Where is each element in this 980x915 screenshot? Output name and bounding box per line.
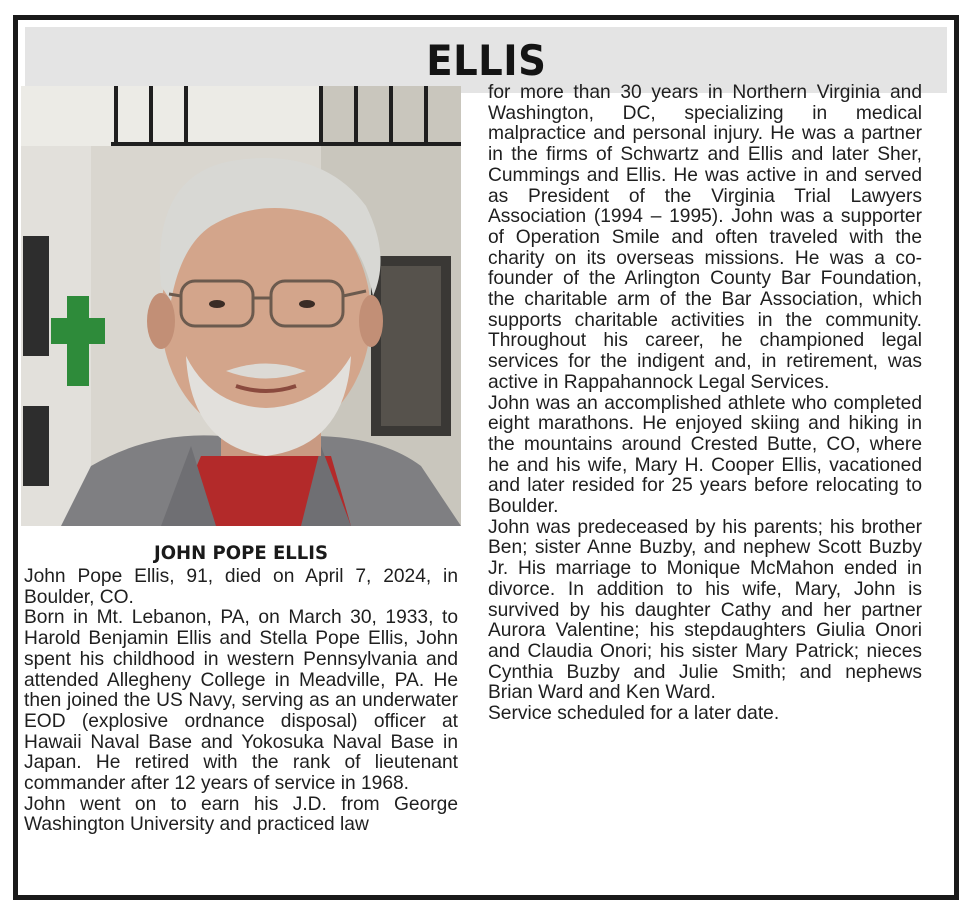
- portrait-photo: [21, 86, 461, 526]
- paragraph: Service scheduled for a later date.: [488, 703, 780, 725]
- paragraph: John was predeceased by his parents; his brother Ben; sister Anne Buzby, and nephew Scott Buzby Jr. His marriage to Monique McMahon ended in divorce. In addition to his wife, Mary, John is survived by his daughter Cathy and her partner Aurora Valentine; his stepdaughters Giulia Onori and Claudia Onori; his sister Mary Patrick; nieces Cynthia Buzby and Julie Smith; and nephews Brian Ward and Ken Ward.: [488, 516, 922, 704]
- obituary-right-column: [488, 83, 922, 725]
- paragraph: Born in Mt. Lebanon, PA, on March 30, 1933, to Harold Benjamin Ellis and Stella Pope Ellis, John spent his childhood in western Pennsylvania and attended Allegheny College in Meadville, PA. He then joined the US Navy, serving as an underwater EOD (explosive ordnance disposal) officer at Hawaii Naval Base and Yokosuka Naval Base in Japan. He retired with the rank of lieutenant commander after 12 years of service in 1968.: [24, 607, 458, 795]
- obituary-left-column: [24, 567, 458, 836]
- paragraph: John was an accomplished athlete who completed eight marathons. He enjoyed skiing and hiking in the mountains around Crested Butte, CO, where he and his wife, Mary H. Cooper Ellis, vacationed and later resided for 25 years before relocating to Boulder.: [488, 392, 922, 518]
- page-title: ELLIS: [425, 35, 547, 85]
- paragraph: John Pope Ellis, 91, died on April 7, 2024, in Boulder, CO.: [24, 566, 458, 608]
- paragraph: for more than 30 years in Northern Virginia and Washington, DC, specializing in medical malpractice and personal injury. He was a partner in the firms of Schwartz and Ellis and later Sher, Cummings and Ellis. He was active in and served as President of the Virginia Trial Lawyers Association (1994 – 1995). John was a supporter of Operation Smile and often traveled with the charity on its overseas missions. He was a co-founder of the Arlington County Bar Foundation, the charitable arm of the Bar Association, which supports charitable activities in the community. Throughout his career, he championed legal services for the indigent and, in retirement, was active in Rappahannock Legal Services.: [488, 82, 922, 393]
- paragraph: John went on to earn his J.D. from George Washington University and practiced law: [24, 793, 458, 836]
- deceased-name: JOHN POPE ELLIS: [153, 542, 329, 564]
